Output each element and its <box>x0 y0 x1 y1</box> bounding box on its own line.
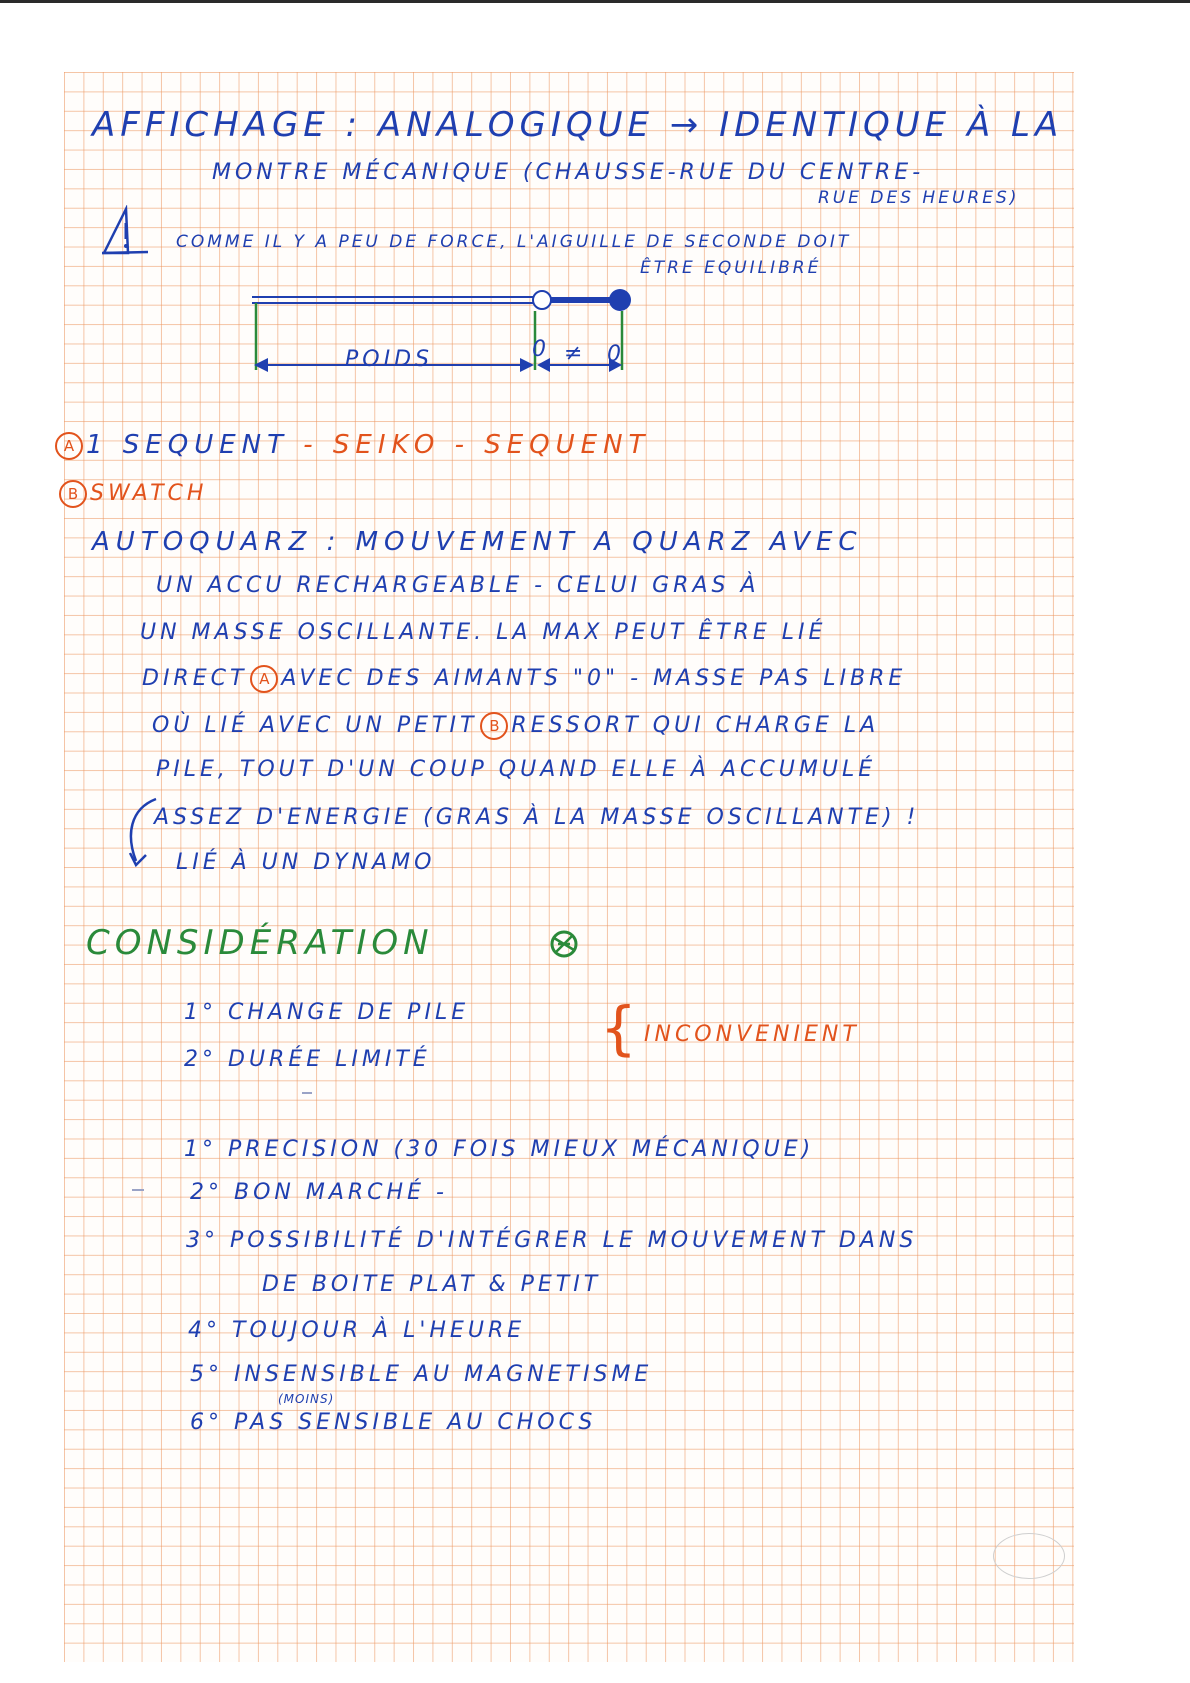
diagram-label-neq: ≠ <box>564 341 587 366</box>
header-line-3: RUE DES HEURES) <box>818 188 1020 208</box>
diagram-label-right: 0 <box>607 342 625 367</box>
marker-a-inline: A <box>250 665 278 693</box>
pro-item-1 <box>184 1137 814 1162</box>
consideration-title: CONSIDÉRATION <box>86 923 434 963</box>
pro-item-3-text: POSSIBILITÉ D'INTÉGRER LE MOUVEMENT DANS <box>230 1228 918 1253</box>
cons-brace: { <box>600 994 637 1062</box>
marker-b-inline: B <box>480 712 508 740</box>
scribble-icon <box>548 928 580 960</box>
pro-item-2-text: BON MARCHÉ - <box>234 1180 448 1205</box>
pro-item-1-num: 1° <box>184 1137 217 1162</box>
stray-mark <box>302 1092 312 1094</box>
pro-item-5-text: INSENSIBLE AU MAGNETISME <box>234 1362 653 1387</box>
pro-item-2-num: 2° <box>190 1180 223 1205</box>
brand-b-name: SWATCH <box>90 481 208 506</box>
marker-a: A <box>55 432 83 460</box>
brand-b-line <box>56 480 207 508</box>
header-line-2: MONTRE MÉCANIQUE (CHAUSSE-RUE DU CENTRE- <box>212 160 925 185</box>
scan-top-edge <box>0 0 1190 3</box>
scan-oval-mark <box>993 1533 1065 1579</box>
pro-item-6-text: PAS SENSIBLE AU CHOCS <box>234 1410 597 1435</box>
cons-label: INCONVENIENT <box>644 1022 860 1047</box>
cons-item-2-num: 2° <box>184 1047 217 1072</box>
diagram-label-left: 0 <box>532 337 550 362</box>
pro-item-4 <box>188 1318 525 1343</box>
pro-item-3 <box>186 1228 917 1253</box>
pro-item-4-text: TOUJOUR À L'HEURE <box>232 1318 526 1343</box>
pro-item-5-num: 5° <box>190 1362 223 1387</box>
cons-item-1-text: CHANGE DE PILE <box>228 1000 470 1025</box>
autoquartz-line-1: AUTOQUARZ : MOUVEMENT A QUARZ AVEC <box>92 527 863 557</box>
pro-item-6 <box>190 1410 596 1435</box>
pro-item-2 <box>190 1180 448 1205</box>
diagram-label-weight: POIDS <box>345 347 433 372</box>
cons-item-1-num: 1° <box>184 1000 217 1025</box>
cons-item-1 <box>184 1000 469 1025</box>
brand-a-suffix: - SEIKO - SEQUENT <box>303 430 651 460</box>
header-line-1: AFFICHAGE : ANALOGIQUE → IDENTIQUE À LA <box>92 105 1064 145</box>
pro-item-5 <box>190 1362 652 1387</box>
pro-item-3-num: 3° <box>186 1228 219 1253</box>
stray-mark <box>132 1189 144 1191</box>
pro-item-5-note: (MOINS) <box>278 1392 335 1406</box>
autoquartz-line-5 <box>152 712 879 740</box>
autoquartz-line-4a: DIRECT <box>142 666 248 691</box>
autoquartz-line-5b: RESSORT QUI CHARGE LA <box>511 713 880 738</box>
autoquartz-line-5a: OÙ LIÉ AVEC UN PETIT <box>152 713 478 738</box>
marker-b: B <box>59 480 87 508</box>
autoquartz-line-6: PILE, TOUT D'UN COUP QUAND ELLE À ACCUMULÉ <box>156 757 877 782</box>
warning-line-2: ÊTRE EQUILIBRÉ <box>640 258 822 278</box>
pro-item-3-continued: DE BOITE PLAT & PETIT <box>262 1272 602 1297</box>
autoquartz-line-4b: AVEC DES AIMANTS "0" - MASSE PAS LIBRE <box>281 666 907 691</box>
autoquartz-line-8: LIÉ À UN DYNAMO <box>176 850 436 875</box>
cons-item-2 <box>184 1047 431 1072</box>
pro-item-1-text: PRECISION (30 FOIS MIEUX MÉCANIQUE) <box>228 1137 815 1162</box>
warning-line-1: COMME IL Y A PEU DE FORCE, L'AIGUILLE DE SECONDE DOIT <box>176 232 852 252</box>
autoquartz-line-7: ASSEZ D'ENERGIE (GRAS À LA MASSE OSCILLANTE) ! <box>154 805 920 830</box>
pro-item-6-num: 6° <box>190 1410 223 1435</box>
autoquartz-line-2: UN ACCU RECHARGEABLE - CELUI GRAS À <box>156 573 760 598</box>
brand-a-prefix: 1 SEQUENT <box>86 430 289 460</box>
autoquartz-line-3: UN MASSE OSCILLANTE. LA MAX PEUT ÊTRE LIÉ <box>140 620 827 645</box>
cons-item-2-text: DURÉE LIMITÉ <box>228 1047 431 1072</box>
brand-a-line <box>52 430 650 460</box>
pro-item-4-num: 4° <box>188 1318 221 1343</box>
autoquartz-line-4 <box>142 665 906 693</box>
warning-icon <box>98 205 152 257</box>
